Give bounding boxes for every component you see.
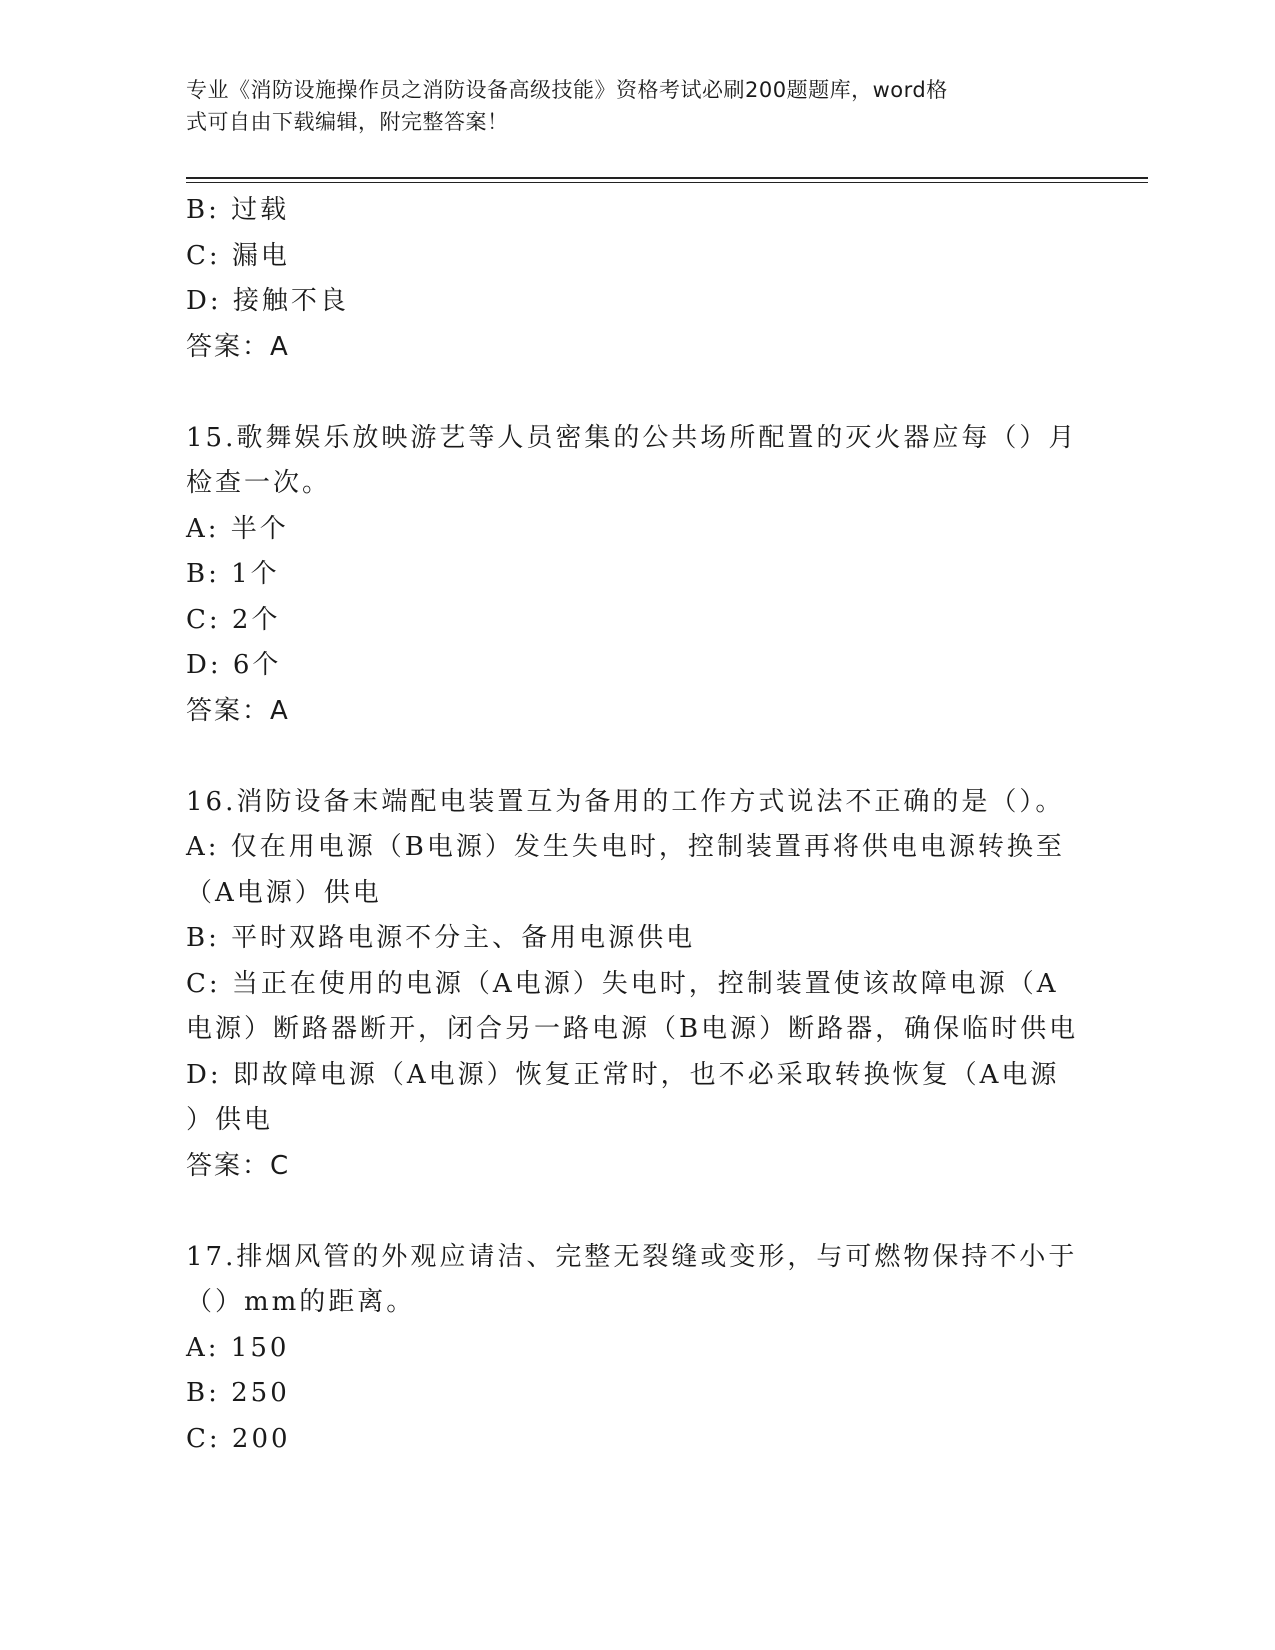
option-a-continued: （A电源）供电 (186, 877, 382, 908)
header-divider-thin (186, 182, 1148, 183)
option-c: C: 当正在使用的电源（A电源）失电时，控制装置使该故障电源（A (186, 968, 1059, 999)
question-17 (186, 1235, 1086, 1463)
question-stem-line-2: （）mm的距离。 (186, 1287, 416, 1317)
option-d: D: 6个 (186, 650, 282, 680)
question-stem-line-1: 15.歌舞娱乐放映游艺等人员密集的公共场所配置的灭火器应每（）月 (186, 422, 1078, 453)
header-line-1: 专业《消防设施操作员之消防设备高级技能》资格考试必刷200题题库，word格 (186, 78, 948, 102)
option-a: A: 半个 (186, 513, 289, 544)
option-a: A: 仅在用电源（B电源）发生失电时，控制装置再将供电电源转换至 (186, 832, 1065, 862)
answer-line: 答案：A (186, 695, 290, 726)
option-d-continued: ）供电 (186, 1105, 274, 1135)
question-stem-line-1: 16.消防设备末端配电装置互为备用的工作方式说法不正确的是（）。 (186, 786, 1065, 817)
option-b: B: 过载 (186, 195, 290, 225)
question-16 (186, 780, 1086, 1190)
option-b: B: 250 (186, 1378, 290, 1408)
option-c: C: 漏电 (186, 240, 290, 271)
header-divider-thick (186, 177, 1148, 179)
question-stem-line-2: 检查一次。 (186, 468, 332, 498)
option-d: D: 接触不良 (186, 286, 349, 316)
option-b: B: 1个 (186, 559, 280, 589)
option-b: B: 平时双路电源不分主、备用电源供电 (186, 923, 696, 953)
question-list (186, 188, 1086, 1462)
option-a: A: 150 (186, 1332, 290, 1363)
document-header (186, 74, 1086, 138)
header-line-2: 式可自由下载编辑，附完整答案！ (186, 110, 509, 134)
spacer (186, 370, 1086, 416)
option-c-continued: 电源）断路器断开，闭合另一路电源（B电源）断路器，确保临时供电 (186, 1014, 1079, 1044)
option-d: D: 即故障电源（A电源）恢复正常时，也不必采取转换恢复（A电源 (186, 1059, 1060, 1090)
question-14-continued (186, 188, 1086, 370)
question-15 (186, 416, 1086, 735)
answer-line: 答案：A (186, 331, 290, 362)
option-c: C: 2个 (186, 604, 281, 635)
option-c: C: 200 (186, 1423, 291, 1454)
question-stem-line-1: 17.排烟风管的外观应请洁、完整无裂缝或变形，与可燃物保持不小于 (186, 1241, 1078, 1272)
spacer (186, 734, 1086, 780)
answer-line: 答案：C (186, 1150, 291, 1181)
spacer (186, 1189, 1086, 1235)
